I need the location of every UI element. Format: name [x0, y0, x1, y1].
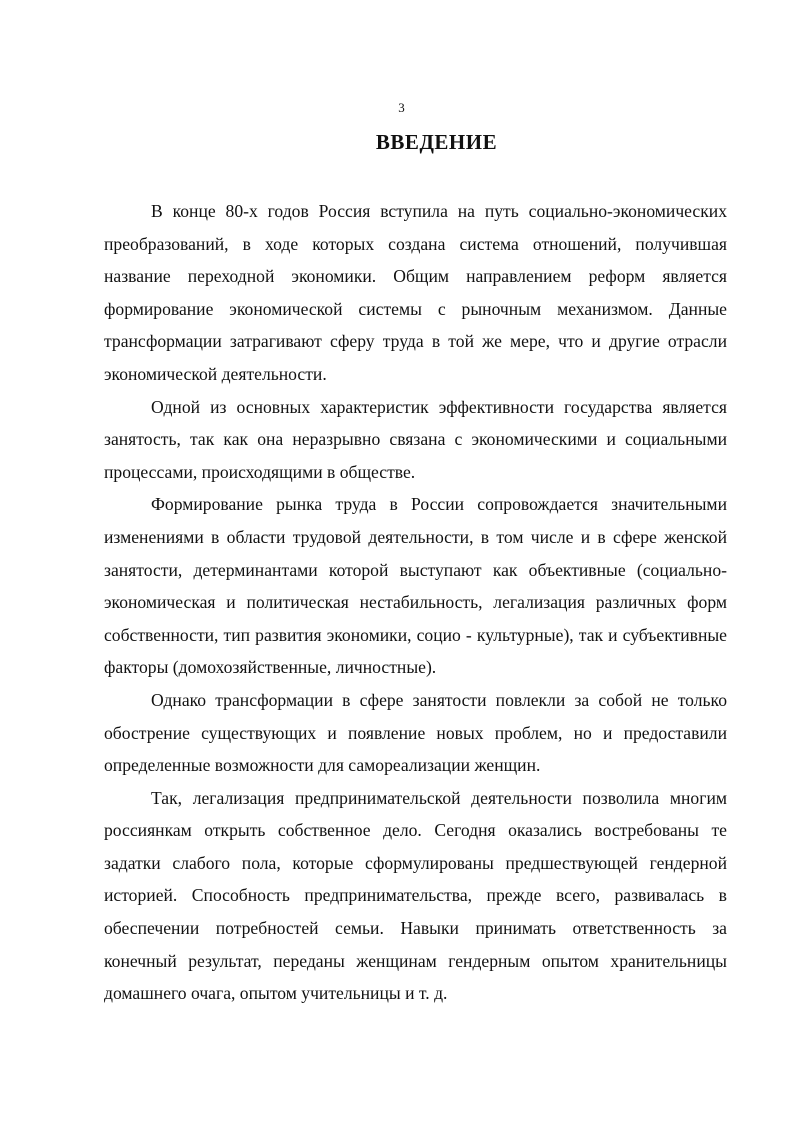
paragraph: Формирование рынка труда в России сопровождается значительными изменениями в области трудовой деятельности, в том числе и в сфере женской занятости, детерминантами которой выступают как объективные (социально-экономическая и политическая нестабильность, легализация различных форм собственности, тип развития экономики, социо - культурные), так и субъективные факторы (домохозяйственные, личностные).: [104, 494, 727, 678]
paragraph: Одной из основных характеристик эффективности государства является занятость, так как она неразрывно связана с экономическими и социальными процессами, происходящими в обществе.: [104, 396, 727, 482]
page-number: 3: [398, 100, 405, 115]
paragraph: В конце 80-х годов Россия вступила на путь социально-экономических преобразований, в ходе которых создана система отношений, получившая название переходной экономики. Общим направлением реформ является формирование экономической системы с рыночным механизмом. Данные трансформации затрагивают сферу труда в той же мере, что и другие отрасли экономической деятельности.: [104, 201, 727, 384]
paragraph: Так, легализация предпринимательской деятельности позволила многим россиянкам открыть собственное дело. Сегодня оказались востребованы те задатки слабого пола, которые сформулированы предшествующей гендерной историей. Способность предпринимательства, прежде всего, развивалась в обеспечении потребностей семьи. Навыки принимать ответственность за конечный результат, переданы женщинам гендерным опытом хранительницы домашнего очага, опытом учительницы и т. д.: [104, 787, 727, 1004]
paragraph: Однако трансформации в сфере занятости повлекли за собой не только обострение существующих и появление новых проблем, но и предоставили определенные возможности для самореализации женщин.: [104, 689, 727, 776]
body-text: [104, 195, 727, 1010]
section-heading: ВВЕДЕНИЕ: [375, 130, 498, 154]
